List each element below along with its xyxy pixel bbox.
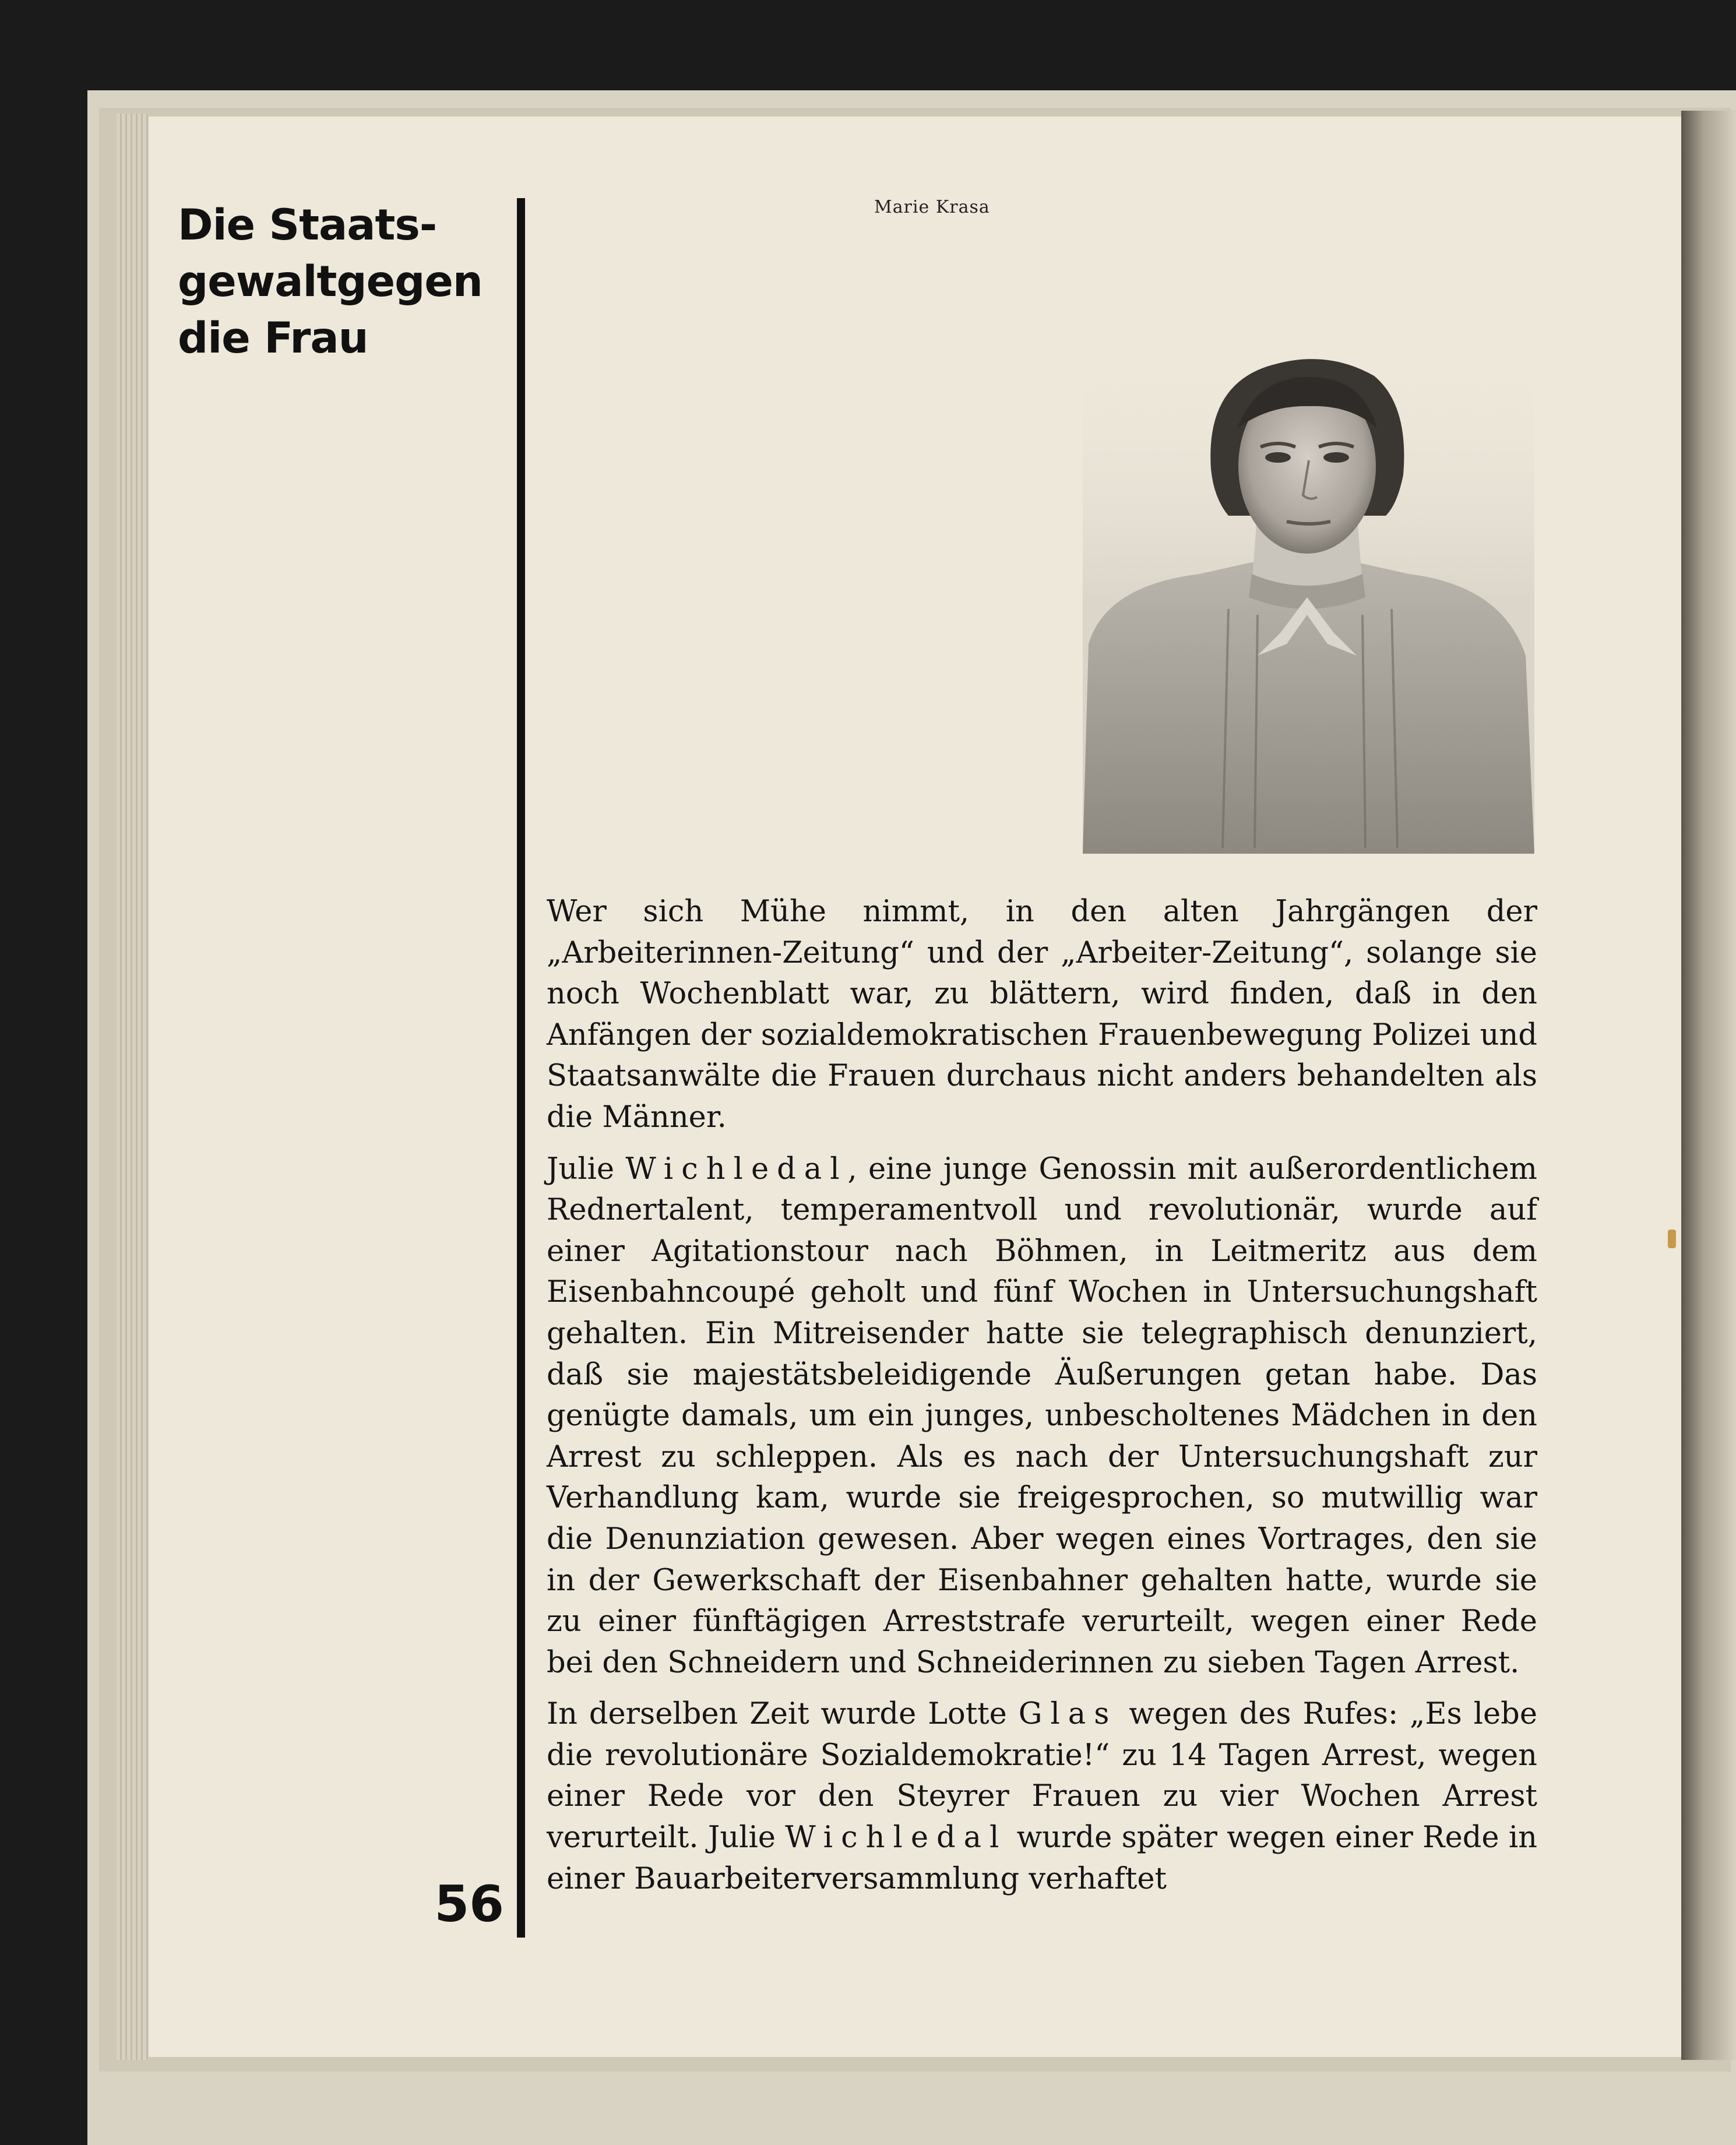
- article-body: [547, 892, 1537, 1910]
- vertical-rule: [517, 198, 525, 1938]
- chapter-title: [178, 197, 516, 367]
- paragraph-2-lead: Julie: [547, 1151, 626, 1186]
- paragraph-3-lead: In derselben Zeit wurde Lotte: [547, 1697, 1019, 1732]
- paragraph-3-rest: wurde später wegen einer Rede in einer Bauarbeiterversammlung verhaftet: [547, 1820, 1538, 1896]
- paragraph-2: [547, 1149, 1537, 1684]
- gutter: [1681, 111, 1736, 2060]
- chapter-title-line-2: gewaltgegen: [178, 257, 483, 307]
- paragraph-1: Wer sich Mühe nimmt, in den alten Jahrgängen der „Arbeiterinnen-Zeitung“ und der „Arbeiter-Zeitung“, solange sie noch Wochenblatt war, zu blättern, wird finden, daß in den Anfängen der sozialdemokratischen Frauenbewegung Polizei und Staatsanwälte die Frauen durchaus nicht anders behandelten als die Männer.: [547, 894, 1537, 1135]
- portrait-photo: [1083, 341, 1534, 854]
- photo-caption: Marie Krasa: [874, 197, 990, 217]
- paragraph-2-rest: , eine junge Genossin mit außerordentlichem Rednertalent, temperamentvoll und revolutionär, wurde auf einer Agitationstour nach Böhmen, in Leitmeritz aus dem Eisenbahncoupé geholt und fünf Wochen in Untersuchungshaft gehalten. Ein Mitreisender hatte sie telegraphisch denunziert, daß sie majestätsbeleidigende Äußerungen getan habe. Das genügte damals, um ein junges, unbescholtenes Mädchen in den Arrest zu schleppen. Als es nach der Untersuchungshaft zur Verhandlung kam, wurde sie freigesprochen, so mutwillig war die Denunziation gewesen. Aber wegen eines Vortrages, den sie in der Gewerkschaft der Eisenbahner gehalten hatte, wurde sie zu einer fünftägigen Arreststrafe verurteilt, wegen einer Rede bei den Schneidern und Schneiderinnen zu sieben Tagen Arrest.: [547, 1151, 1537, 1680]
- page-number: 56: [434, 1875, 504, 1933]
- paragraph-3: [547, 1694, 1537, 1900]
- name-wichledal: Wichledal: [625, 1151, 848, 1186]
- name-wichledal-2: Wichledal: [785, 1820, 1008, 1855]
- chapter-title-line-3: die Frau: [178, 314, 368, 363]
- page-edges: [117, 114, 149, 2060]
- page-marker: [1668, 1230, 1676, 1248]
- chapter-title-line-1: Die Staats-: [178, 200, 437, 250]
- paragraph-3-mid: wegen des Rufes: „Es lebe die revolutionäre Sozialdemokratie!“ zu 14 Tagen Arrest, wegen einer Rede vor den Steyrer Frauen zu vier Wochen Arrest verurteilt. Julie: [547, 1697, 1537, 1855]
- name-glas: Glas: [1018, 1697, 1118, 1732]
